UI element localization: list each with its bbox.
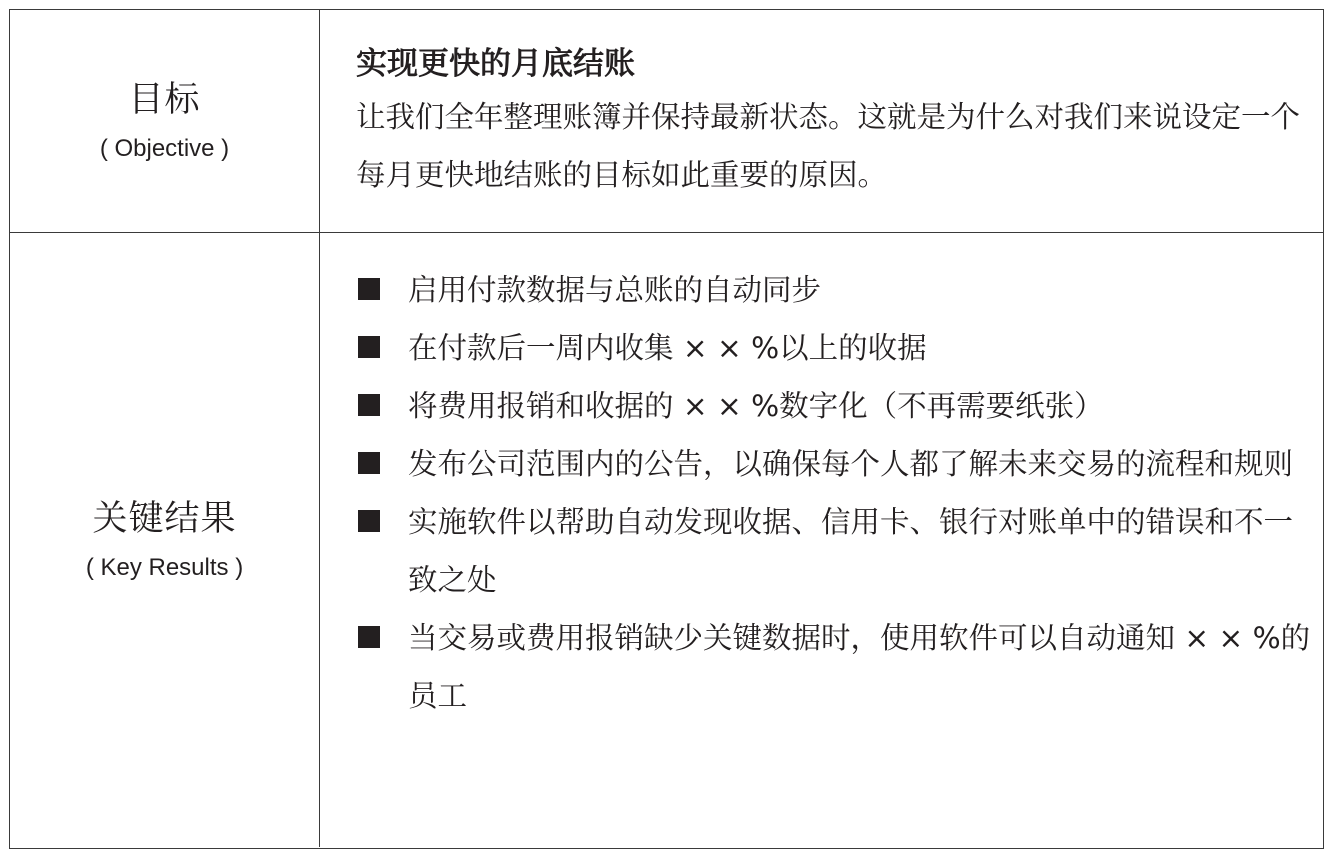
key-results-label-cell bbox=[10, 233, 320, 847]
black-square-icon bbox=[358, 278, 380, 300]
list-item bbox=[356, 435, 1311, 493]
key-results-content-cell bbox=[320, 233, 1323, 847]
okr-table bbox=[9, 9, 1324, 849]
objective-label-cell bbox=[10, 10, 320, 232]
objective-sublabel: ( Objective ) bbox=[99, 135, 230, 162]
list-item-text: 实施软件以帮助自动发现收据、信用卡、银行对账单中的错误和不一致之处 bbox=[408, 505, 1294, 597]
list-item bbox=[356, 609, 1311, 725]
list-item bbox=[356, 261, 1311, 319]
objective-label: 目标 bbox=[128, 80, 201, 120]
objective-content-cell bbox=[320, 10, 1323, 232]
black-square-icon bbox=[358, 452, 380, 474]
list-item bbox=[356, 493, 1311, 609]
key-results-sublabel: ( Key Results ) bbox=[85, 554, 244, 581]
key-results-row bbox=[10, 233, 1323, 847]
list-item-text: 发布公司范围内的公告，以确保每个人都了解未来交易的流程和规则 bbox=[408, 447, 1294, 481]
list-item bbox=[356, 319, 1311, 377]
list-item-text: 将费用报销和收据的 × × %数字化（不再需要纸张） bbox=[408, 389, 1104, 423]
black-square-icon bbox=[358, 336, 380, 358]
list-item bbox=[356, 377, 1311, 435]
objective-title: 实现更快的月底结账 bbox=[356, 46, 635, 82]
black-square-icon bbox=[358, 394, 380, 416]
objective-row bbox=[10, 10, 1323, 233]
list-item-text: 启用付款数据与总账的自动同步 bbox=[408, 273, 822, 307]
list-item-text: 在付款后一周内收集 × × %以上的收据 bbox=[408, 331, 927, 365]
key-results-label: 关键结果 bbox=[92, 499, 237, 539]
list-item-text: 当交易或费用报销缺少关键数据时，使用软件可以自动通知 × × %的员工 bbox=[408, 621, 1311, 713]
key-results-list bbox=[356, 261, 1311, 725]
objective-description: 让我们全年整理账簿并保持最新状态。这就是为什么对我们来说设定一个每月更快地结账的目标如此重要的原因。 bbox=[356, 100, 1301, 192]
black-square-icon bbox=[358, 510, 380, 532]
black-square-icon bbox=[358, 626, 380, 648]
